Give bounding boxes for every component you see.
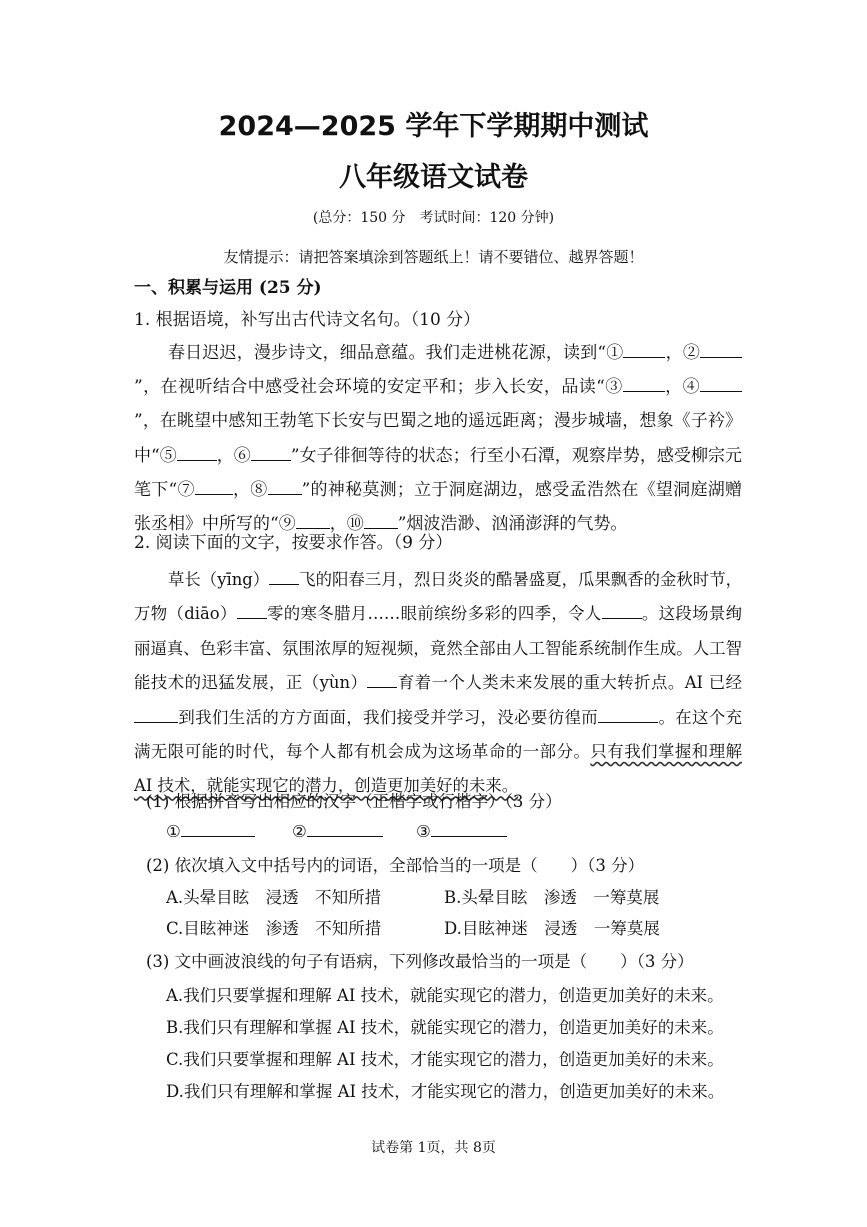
option-3c: C.我们只要掌握和理解 AI 技术，才能实现它的潜力，创造更加美好的未来。	[166, 1050, 724, 1069]
option-3d: D.我们只有理解和掌握 AI 技术，才能实现它的潜力，创造更加美好的未来。	[166, 1082, 725, 1101]
q1-text-11: ”烟波浩渺、汹涌澎湃的气势。	[397, 514, 628, 535]
q1-text-2: ，②	[665, 343, 700, 363]
q2-text-1: 草长（yīng）	[168, 570, 270, 589]
blank-10	[364, 512, 398, 529]
wavy-sentence: 只有我们掌握和理解 AI 技术，就能实现它的潜力，创造更加美好的未来。	[134, 742, 743, 796]
q1-text-1: 春日迟迟，漫步诗文，细品意蕴。我们走进桃花源，读到“①	[168, 343, 624, 363]
sub-question-3: (3) 文中画波浪线的句子有语病，下列修改最恰当的一项是（ ）（3 分）	[146, 952, 694, 971]
q1-text-9: ”的神秘莫测；立于洞庭湖边，感受孟浩然在《望洞庭湖赠张丞相》中所写的“⑨	[134, 479, 742, 535]
answer-line-1	[181, 820, 255, 837]
section-heading: 一、积累与运用 (25 分)	[134, 278, 322, 298]
blank-7	[195, 478, 233, 495]
q1-text-5: ”，在眺望中感知王勃笔下长安与巴蜀之地的遥远距离；漫步城墙，想象《子衿》中“⑤	[134, 411, 742, 466]
question-2-passage	[134, 563, 742, 804]
q2-text-7: 。在这个充满无限可能的时代，每个人都有机会成为这场革命的一部分。	[134, 707, 743, 762]
exam-subtitle: 八年级语文试卷	[339, 162, 528, 193]
friendly-tip: 友情提示：请把答案填涂到答题纸上！请不要错位、越界答题！	[223, 248, 644, 266]
exam-meta: (总分：150 分 考试时间：120 分钟)	[312, 210, 555, 226]
option-3a: A.我们只要掌握和理解 AI 技术，就能实现它的潜力，创造更加美好的未来。	[166, 986, 724, 1005]
option-2b: B.头晕目眩 渗透 一筹莫展	[444, 888, 660, 907]
sub-question-2: (2) 依次填入文中括号内的词语，全部恰当的一项是（ ）（3 分）	[146, 856, 645, 875]
exam-title: 2024—2025 学年下学期期中测试	[218, 111, 649, 142]
word-blank-1	[602, 602, 642, 619]
word-blank-3	[598, 706, 658, 723]
answer-blank-3	[416, 820, 507, 841]
blank-4	[700, 375, 742, 392]
blank-1	[623, 341, 665, 358]
page-footer: 试卷第 1页，共 8页	[371, 1140, 496, 1156]
pinyin-blank-3	[367, 671, 397, 688]
answer-blank-1	[166, 820, 255, 841]
q1-text-6: ，⑥	[216, 445, 251, 466]
q2-text-2: 飞的阳春三月，烈日炎炎的酷暑盛夏，瓜果飘香的金秋时节，万物（diāo）	[134, 570, 742, 624]
blank-8	[268, 478, 302, 495]
blank-2	[700, 341, 742, 358]
q2-text-5: 育着一个人类未来发展的重大转折点。AI 已经	[397, 673, 742, 693]
q1-text-7: ”女子徘徊等待的状态；行至小石潭，观察岸势，感受柳宗元笔下“⑦	[134, 445, 742, 500]
answer-blank-3-label: ③	[416, 822, 431, 841]
q2-text-4: 。这段场景绚丽逼真、色彩丰富、氛围浓厚的短视频，竟然全部由人工智能系统制作生成。人工智能技术的迅猛发展，正（yùn）	[134, 604, 743, 693]
q2-text-3: 零的寒冬腊月……眼前缤纷多彩的四季，令人	[266, 604, 602, 624]
pinyin-blank-2	[237, 602, 267, 619]
blank-9	[296, 512, 330, 529]
option-3b: B.我们只有理解和掌握 AI 技术，就能实现它的潜力，创造更加美好的未来。	[166, 1018, 724, 1037]
question-2-stem: 2. 阅读下面的文字，按要求作答。（9 分）	[134, 533, 453, 553]
q1-text-3: ”，在视听结合中感受社会环境的安定平和；步入长安，品读“③	[134, 377, 623, 398]
answer-line-3	[431, 820, 507, 837]
blank-5	[177, 444, 217, 461]
option-2d: D.目眩神迷 浸透 一筹莫展	[444, 919, 660, 938]
option-2c: C.目眩神迷 渗透 不知所措	[166, 919, 382, 938]
answer-blank-1-label: ①	[166, 822, 181, 841]
question-1-stem: 1. 根据语境，补写出古代诗文名句。（10 分）	[134, 310, 481, 330]
blank-6	[251, 444, 291, 461]
q1-text-4: ，④	[664, 377, 700, 398]
pinyin-blank-1	[269, 568, 299, 585]
blank-3	[623, 375, 665, 392]
question-1-passage	[134, 336, 742, 541]
q1-text-10: ，⑩	[329, 514, 364, 535]
q2-text-6: 到我们生活的方方面面，我们接受并学习，没必要彷徨而	[178, 707, 599, 727]
word-blank-2	[134, 706, 178, 723]
answer-line-2	[307, 820, 383, 837]
option-2a: A.头晕目眩 浸透 不知所措	[166, 888, 382, 907]
answer-blank-2-label: ②	[292, 822, 307, 841]
sub-question-1: (1) 根据拼音写出相应的汉字（正楷字或行楷字）（3 分）	[146, 792, 562, 811]
q1-text-8: ，⑧	[232, 479, 268, 500]
answer-blank-2	[292, 820, 383, 841]
